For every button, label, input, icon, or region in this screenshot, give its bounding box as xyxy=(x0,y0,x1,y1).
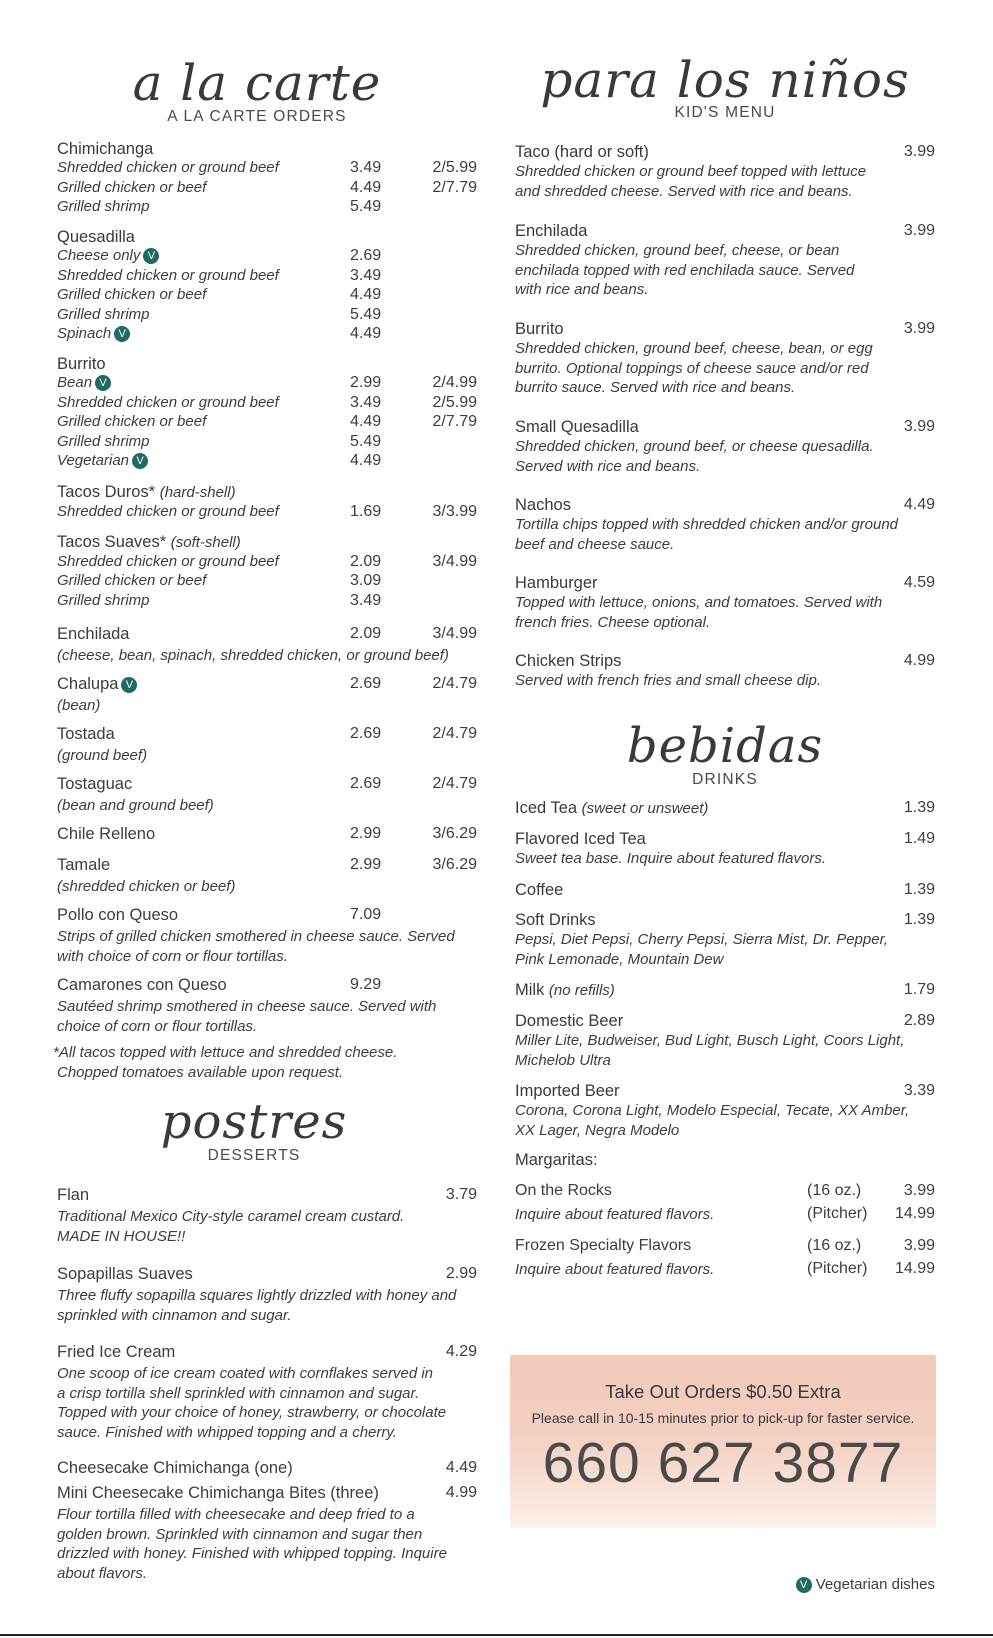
vegetarian-icon: V xyxy=(95,375,111,391)
row-multi-price: 2/7.79 xyxy=(432,178,477,196)
item-size: (16 oz.) xyxy=(807,1237,862,1254)
item-note: (no refills) xyxy=(548,982,615,999)
item-name: Nachos xyxy=(515,496,571,514)
row-price: 4.49 xyxy=(350,325,382,342)
item-price: 1.39 xyxy=(903,911,935,928)
item-description: Sweet tea base. Inquire about featured flavors. xyxy=(515,850,827,867)
row-price: 5.49 xyxy=(350,305,382,323)
item-name: Tacos Duros* xyxy=(57,483,156,501)
item-name: Flan xyxy=(57,1186,90,1204)
footnote-line: Chopped tomatoes available upon request. xyxy=(57,1063,344,1081)
item-name: On the Rocks xyxy=(515,1182,612,1199)
item-name: Burrito xyxy=(515,320,564,338)
drink-soft-drinks xyxy=(515,911,935,969)
takeout-banner xyxy=(510,1355,936,1528)
row-label: Grilled shrimp xyxy=(57,432,150,450)
item-price: 2.99 xyxy=(445,1265,477,1282)
row-price: 5.49 xyxy=(350,198,382,215)
row-price: 5.49 xyxy=(350,432,382,450)
row-price: 2.69 xyxy=(350,247,382,264)
dessert-item-flan xyxy=(57,1186,477,1246)
row-label: Bean xyxy=(57,374,93,391)
tacos-duros-item xyxy=(57,483,477,522)
item-price: 2.09 xyxy=(350,625,382,642)
item-name: Tacos Suaves* xyxy=(57,533,167,551)
item-price: 3.99 xyxy=(903,1237,935,1254)
row-price: 3.49 xyxy=(350,393,382,411)
item-description: Corona, Corona Light, Modelo Especial, Tecate, XX Amber, xyxy=(515,1102,910,1119)
dessert-item-mini-cheesecake xyxy=(57,1484,477,1583)
item-description: (cheese, bean, spinach, shredded chicken, or ground beef) xyxy=(57,647,449,664)
price-row xyxy=(57,286,477,306)
tostaguac-item xyxy=(57,775,477,816)
item-name: Hamburger xyxy=(515,574,598,592)
item-price: 3.99 xyxy=(903,320,935,337)
item-name: Mini Cheesecake Chimichanga Bites (three) xyxy=(57,1484,379,1502)
item-name: Enchilada xyxy=(57,625,130,643)
price-row xyxy=(57,267,477,287)
item-size: (16 oz.) xyxy=(807,1182,862,1199)
price-row xyxy=(57,394,477,414)
item-description: choice of corn or flour tortillas. xyxy=(57,1017,258,1035)
vegetarian-legend xyxy=(793,1576,935,1593)
item-price: 3.99 xyxy=(903,1182,935,1199)
item-name: Imported Beer xyxy=(515,1082,620,1100)
item-description: and shredded cheese. Served with rice and beans. xyxy=(515,182,853,200)
item-multi-price: 2/4.79 xyxy=(432,775,477,792)
row-label: Vegetarian xyxy=(57,452,129,469)
row-price: 3.09 xyxy=(350,572,382,589)
kids-item-chicken-strips xyxy=(515,652,935,691)
row-label: Grilled shrimp xyxy=(57,305,150,323)
row-label: Shredded chicken or ground beef xyxy=(57,266,279,284)
item-description: XX Lager, Negra Modelo xyxy=(515,1121,680,1139)
taco-footnote xyxy=(53,1043,483,1082)
camarones-con-queso-item xyxy=(57,976,477,1036)
item-price: 4.29 xyxy=(445,1343,477,1360)
item-description: Michelob Ultra xyxy=(515,1051,611,1069)
item-price: 4.49 xyxy=(903,496,935,513)
row-price: 4.49 xyxy=(350,452,382,469)
item-price: 1.39 xyxy=(903,881,935,898)
item-name: Fried Ice Cream xyxy=(57,1343,176,1361)
bebidas-script-title: bebidas xyxy=(626,718,824,774)
takeout-title: Take Out Orders $0.50 Extra xyxy=(605,1381,841,1402)
item-price: 1.49 xyxy=(903,830,935,847)
item-description: sprinkled with cinnamon and sugar. xyxy=(57,1306,292,1324)
ninos-subtitle: KID'S MENU xyxy=(674,104,776,121)
item-name: Enchilada xyxy=(515,222,588,240)
row-price: 3.49 xyxy=(350,591,382,609)
vegetarian-icon: V xyxy=(132,453,148,469)
item-name: Chalupa xyxy=(57,675,119,693)
item-price: 4.49 xyxy=(445,1459,477,1476)
row-price: 1.69 xyxy=(350,502,382,520)
bottom-divider xyxy=(0,1634,993,1636)
item-description: Shredded chicken or ground beef topped with lettuce xyxy=(515,163,867,180)
row-multi-price: 2/4.99 xyxy=(432,374,477,391)
item-description: about flavors. xyxy=(57,1564,148,1582)
row-price: 3.49 xyxy=(350,159,382,176)
item-name: Small Quesadilla xyxy=(515,418,639,436)
item-description: Strips of grilled chicken smothered in cheese sauce. Served xyxy=(57,928,455,945)
item-description: MADE IN HOUSE!! xyxy=(57,1227,186,1245)
item-price: 2.99 xyxy=(350,856,382,873)
vegetarian-icon: V xyxy=(796,1577,812,1593)
row-price: 4.49 xyxy=(350,413,382,430)
item-price: 14.99 xyxy=(894,1205,935,1222)
item-price: 1.79 xyxy=(903,981,935,998)
price-row xyxy=(57,198,477,218)
item-multi-price: 2/4.79 xyxy=(432,725,477,742)
item-description: burrito sauce. Served with rice and beans. xyxy=(515,379,796,396)
margaritas-heading: Margaritas: xyxy=(515,1151,598,1169)
tacos-suaves-item xyxy=(57,533,477,611)
item-multi-price: 3/4.99 xyxy=(432,625,477,642)
tostada-item xyxy=(57,725,477,766)
kids-item-nachos xyxy=(515,496,935,554)
item-description: Pink Lemonade, Mountain Dew xyxy=(515,950,724,968)
item-description: (bean and ground beef) xyxy=(57,797,214,814)
row-label: Grilled shrimp xyxy=(57,198,150,215)
row-price: 4.49 xyxy=(350,286,382,303)
vegetarian-icon: V xyxy=(114,326,130,342)
item-price: 4.99 xyxy=(903,652,935,669)
item-name: Flavored Iced Tea xyxy=(515,830,646,848)
price-row xyxy=(57,503,477,523)
item-name: Soft Drinks xyxy=(515,911,596,929)
item-description: sauce. Finished with whipped topping and a cherry. xyxy=(57,1423,397,1441)
item-description: Topped with lettuce, onions, and tomatoes. Served with xyxy=(515,594,883,611)
item-description: Inquire about featured flavors. xyxy=(515,1261,715,1278)
row-price: 3.49 xyxy=(350,266,382,284)
price-row xyxy=(57,433,477,453)
item-description: (bean) xyxy=(57,697,101,714)
item-name: Chile Relleno xyxy=(57,825,156,843)
item-name: Burrito xyxy=(57,355,106,373)
item-description: Served with rice and beans. xyxy=(515,457,701,475)
price-row xyxy=(57,306,477,326)
price-row xyxy=(57,325,477,345)
item-description: Pepsi, Diet Pepsi, Cherry Pepsi, Sierra Mist, Dr. Pepper, xyxy=(515,931,888,948)
row-label: Shredded chicken or ground beef xyxy=(57,552,279,570)
item-note: (sweet or unsweet) xyxy=(581,800,709,817)
item-name: Tostada xyxy=(57,725,115,743)
price-row xyxy=(57,572,477,592)
item-description: Shredded chicken, ground beef, or cheese quesadilla. xyxy=(515,438,874,455)
burrito-item xyxy=(57,355,477,472)
row-multi-price: 2/5.99 xyxy=(432,159,477,176)
item-description: (ground beef) xyxy=(57,747,148,764)
price-row xyxy=(57,247,477,267)
item-multi-price: 3/6.29 xyxy=(432,825,477,842)
kids-item-taco xyxy=(515,143,935,201)
item-price: 3.99 xyxy=(903,143,935,160)
enchilada-item xyxy=(57,625,477,666)
dessert-item-fried-ice-cream xyxy=(57,1343,477,1442)
row-label: Grilled chicken or beef xyxy=(57,286,207,303)
drink-flavored-iced-tea xyxy=(515,830,935,869)
item-size: (Pitcher) xyxy=(807,1205,868,1222)
item-description: Shredded chicken, ground beef, cheese, or bean xyxy=(515,242,840,259)
row-price: 4.49 xyxy=(350,178,382,196)
kids-item-enchilada xyxy=(515,222,935,300)
drink-milk xyxy=(515,981,935,1001)
item-size: (Pitcher) xyxy=(807,1260,868,1277)
item-multi-price: 3/6.29 xyxy=(432,856,477,873)
item-name: Pollo con Queso xyxy=(57,906,179,924)
item-description: Sautéed shrimp smothered in cheese sauce. Served with xyxy=(57,998,437,1015)
item-name: Tamale xyxy=(57,856,111,874)
item-name: Iced Tea xyxy=(515,799,578,817)
item-description: Flour tortilla filled with cheesecake and deep fried to a xyxy=(57,1506,415,1523)
ninos-script-title: para los niños xyxy=(540,51,910,109)
vegetarian-icon: V xyxy=(121,677,137,693)
row-price: 2.99 xyxy=(350,374,382,391)
drink-iced-tea xyxy=(515,799,935,819)
item-description: drizzled with honey. Finished with whipped topping. Inquire xyxy=(57,1545,447,1562)
ala-carte-subtitle: A LA CARTE ORDERS xyxy=(167,108,347,125)
row-label: Spinach xyxy=(57,325,112,342)
item-price: 2.99 xyxy=(350,825,382,842)
item-name: Chimichanga xyxy=(57,140,154,158)
item-note: (soft-shell) xyxy=(170,534,241,551)
item-name: Coffee xyxy=(515,881,564,899)
row-multi-price: 3/3.99 xyxy=(432,502,477,520)
pollo-con-queso-item xyxy=(57,906,477,966)
item-price: 2.69 xyxy=(350,675,382,692)
bebidas-subtitle: DRINKS xyxy=(692,771,758,788)
phone-number[interactable]: 660 627 3877 xyxy=(542,1431,904,1495)
tamale-item xyxy=(57,856,477,897)
item-description: Miller Lite, Budweiser, Bud Light, Busch Light, Coors Light, xyxy=(515,1032,905,1049)
price-row xyxy=(57,413,477,433)
item-price: 9.29 xyxy=(350,976,382,993)
item-note: (hard-shell) xyxy=(159,484,236,501)
item-name: Quesadilla xyxy=(57,228,135,246)
item-name: Chicken Strips xyxy=(515,652,622,670)
item-description: (shredded chicken or beef) xyxy=(57,878,236,895)
item-description: golden brown. Sprinkled with cinnamon and sugar then xyxy=(57,1525,423,1543)
dessert-item-cheesecake-chimichanga xyxy=(57,1459,477,1480)
row-price: 2.09 xyxy=(350,552,382,570)
item-description: Shredded chicken, ground beef, cheese, bean, or egg xyxy=(515,340,873,357)
item-name: Milk xyxy=(515,981,545,999)
price-row xyxy=(57,592,477,612)
kids-item-burrito xyxy=(515,320,935,398)
postres-subtitle: DESSERTS xyxy=(207,1147,301,1164)
item-price: 2.69 xyxy=(350,725,382,742)
item-description: with choice of corn or flour tortillas. xyxy=(57,947,288,965)
item-price: 14.99 xyxy=(894,1260,935,1277)
row-label: Shredded chicken or ground beef xyxy=(57,159,279,176)
item-description: enchilada topped with red enchilada sauce. Served xyxy=(515,261,855,279)
item-price: 3.79 xyxy=(445,1186,477,1203)
item-name: Cheesecake Chimichanga (one) xyxy=(57,1459,293,1477)
item-price: 7.09 xyxy=(350,906,382,923)
row-label: Grilled chicken or beef xyxy=(57,572,207,589)
row-label: Cheese only xyxy=(57,247,141,264)
item-description: with rice and beans. xyxy=(515,281,649,298)
item-price: 2.89 xyxy=(903,1012,935,1029)
kids-item-small-quesadilla xyxy=(515,418,935,476)
item-description: Inquire about featured flavors. xyxy=(515,1206,715,1223)
item-description: One scoop of ice cream coated with cornflakes served in xyxy=(57,1365,434,1382)
item-price: 4.59 xyxy=(903,574,935,591)
row-label: Grilled chicken or beef xyxy=(57,413,207,430)
row-multi-price: 2/5.99 xyxy=(432,393,477,411)
row-label: Shredded chicken or ground beef xyxy=(57,393,279,411)
takeout-note: Please call in 10-15 minutes prior to pick-up for faster service. xyxy=(531,1410,915,1426)
item-price: 3.39 xyxy=(903,1082,935,1099)
item-multi-price: 2/4.79 xyxy=(432,675,477,692)
footnote-line: *All tacos topped with lettuce and shredded cheese. xyxy=(53,1044,398,1061)
row-label: Shredded chicken or ground beef xyxy=(57,502,279,520)
item-name: Camarones con Queso xyxy=(57,976,227,994)
postres-script-title: postres xyxy=(160,1094,348,1150)
drink-margarita-on-the-rocks xyxy=(515,1182,935,1228)
chimichanga-item xyxy=(57,140,477,218)
price-row xyxy=(57,159,477,179)
row-multi-price: 2/7.79 xyxy=(432,413,477,430)
vegetarian-icon: V xyxy=(143,248,159,264)
quesadilla-item xyxy=(57,228,477,345)
item-price: 1.39 xyxy=(903,799,935,816)
kids-item-hamburger xyxy=(515,574,935,632)
item-description: french fries. Cheese optional. xyxy=(515,613,711,631)
drink-coffee xyxy=(515,881,935,900)
price-row xyxy=(57,374,477,394)
drink-domestic-beer xyxy=(515,1012,935,1070)
item-description: Traditional Mexico City-style caramel cream custard. xyxy=(57,1208,405,1225)
item-description: Served with french fries and small cheese dip. xyxy=(515,672,821,689)
row-label: Grilled chicken or beef xyxy=(57,178,207,196)
chile-relleno-item xyxy=(57,825,477,846)
item-name: Sopapillas Suaves xyxy=(57,1265,193,1283)
item-description: Topped with your choice of honey, strawberry, or chocolate xyxy=(57,1404,447,1421)
item-name: Domestic Beer xyxy=(515,1012,624,1030)
price-row xyxy=(57,179,477,199)
item-name: Frozen Specialty Flavors xyxy=(515,1237,692,1254)
price-row xyxy=(57,553,477,573)
item-description: beef and cheese sauce. xyxy=(515,535,675,553)
legend-text: Vegetarian dishes xyxy=(815,1576,935,1593)
price-row xyxy=(57,452,477,472)
item-name: Tostaguac xyxy=(57,775,133,793)
item-description: burrito. Optional toppings of cheese sauce and/or red xyxy=(515,359,869,377)
item-name: Taco (hard or soft) xyxy=(515,143,649,161)
item-description: a crisp tortilla shell sprinkled with cinnamon and sugar. xyxy=(57,1384,420,1402)
row-multi-price: 3/4.99 xyxy=(432,552,477,570)
item-description: Three fluffy sopapilla squares lightly drizzled with honey and xyxy=(57,1287,457,1304)
item-description: Tortilla chips topped with shredded chicken and/or ground xyxy=(515,516,899,533)
item-price: 4.99 xyxy=(445,1484,477,1501)
item-price: 3.99 xyxy=(903,418,935,435)
row-label: Grilled shrimp xyxy=(57,591,150,609)
dessert-item-sopapillas xyxy=(57,1265,477,1325)
item-price: 3.99 xyxy=(903,222,935,239)
ala-carte-script-title: a la carte xyxy=(132,54,382,112)
chalupa-item xyxy=(57,675,477,716)
drink-margarita-frozen xyxy=(515,1237,935,1283)
item-price: 2.69 xyxy=(350,775,382,792)
drink-imported-beer xyxy=(515,1082,935,1140)
